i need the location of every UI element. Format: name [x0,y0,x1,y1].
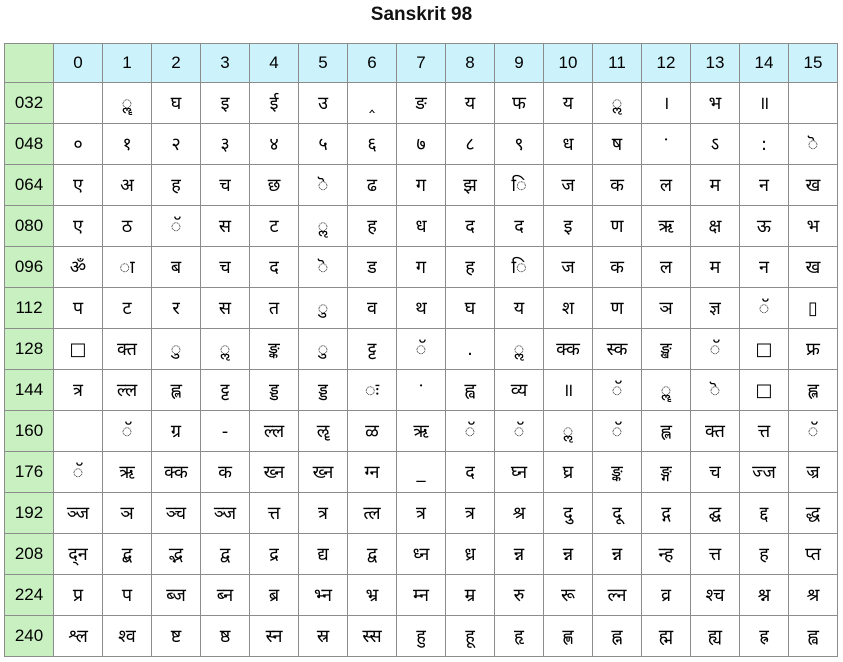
column-header: 7 [397,44,446,83]
glyph-cell: न्न [593,534,642,575]
glyph-cell: ञ [642,288,691,329]
glyph-cell: ज्ञ [691,288,740,329]
glyph-cell: ि [495,165,544,206]
glyph-cell: ह्ल [789,370,838,411]
glyph-cell: ॆ [299,165,348,206]
glyph-cell: ॢ [544,411,593,452]
glyph-cell: च [201,247,250,288]
glyph-cell: ख [789,247,838,288]
glyph-cell: घ्र [544,452,593,493]
glyph-cell: १ [103,124,152,165]
glyph-cell: ▯ [789,288,838,329]
glyph-cell: भ्र [348,575,397,616]
glyph-cell: ख्न [299,452,348,493]
glyph-cell: फ [495,83,544,124]
glyph-cell: ल [642,247,691,288]
column-header: 12 [642,44,691,83]
column-header: 11 [593,44,642,83]
glyph-cell: ॥ [740,83,789,124]
glyph-cell: ज [544,247,593,288]
glyph-cell: स्न [250,616,299,657]
glyph-cell: ग्र [152,411,201,452]
glyph-cell: द [446,206,495,247]
glyph-cell: ञ्ज [201,493,250,534]
glyph-cell: ४ [250,124,299,165]
glyph-cell: प्त [789,534,838,575]
table-row [5,411,838,452]
row-header: 064 [5,165,54,206]
glyph-cell: श्र [789,575,838,616]
glyph-cell: इ [201,83,250,124]
glyph-cell: रु [495,575,544,616]
glyph-cell: हु [397,616,446,657]
glyph-cell: त्ल [348,493,397,534]
glyph-cell: ब [152,247,201,288]
glyph-cell: प [54,288,103,329]
glyph-cell: ॱ [642,124,691,165]
glyph-cell: ङ [397,83,446,124]
glyph-cell: स [201,206,250,247]
glyph-cell: प [103,575,152,616]
glyph-cell: ट्ट [201,370,250,411]
glyph-cell: फ्र [789,329,838,370]
glyph-cell: ख [789,165,838,206]
table-row [5,288,838,329]
row-header: 160 [5,411,54,452]
row-header: 192 [5,493,54,534]
glyph-cell: ह्य [691,616,740,657]
glyph-cell: ट [250,206,299,247]
row-header: 128 [5,329,54,370]
glyph-cell: ब्न [201,575,250,616]
glyph-cell: छ [250,165,299,206]
column-header: 3 [201,44,250,83]
glyph-cell: अ [103,165,152,206]
glyph-cell: श्ल [54,616,103,657]
glyph-cell [54,411,103,452]
glyph-cell: : [740,124,789,165]
glyph-cell: श्च [691,575,740,616]
glyph-cell: □ [54,329,103,370]
glyph-cell: ह [446,247,495,288]
glyph-cell: ० [54,124,103,165]
glyph-cell: ड्ड [250,370,299,411]
column-header: 4 [250,44,299,83]
glyph-cell: ग [397,165,446,206]
row-header: 224 [5,575,54,616]
column-header: 8 [446,44,495,83]
glyph-cell: क [201,452,250,493]
glyph-cell: ध [397,206,446,247]
glyph-cell: द्व [201,534,250,575]
glyph-cell: झ [446,165,495,206]
glyph-cell: ड [348,247,397,288]
glyph-cell: ख्न [250,452,299,493]
glyph-cell: ष्ट [152,616,201,657]
glyph-cell: च [691,452,740,493]
glyph-cell: स्र [299,616,348,657]
glyph-cell: ॅ [397,329,446,370]
column-header: 2 [152,44,201,83]
glyph-cell: घ [446,288,495,329]
glyph-cell: ऋ [103,452,152,493]
row-header: 112 [5,288,54,329]
glyph-cell: य [446,83,495,124]
table-row [5,329,838,370]
glyph-cell: ु [152,329,201,370]
glyph-cell: ॅ [495,411,544,452]
glyph-cell: ु [299,288,348,329]
glyph-cell: ॅ [593,370,642,411]
glyph-cell: क्क [152,452,201,493]
corner-cell [5,44,54,83]
glyph-cell: दु [544,493,593,534]
glyph-cell: ऽ [691,124,740,165]
glyph-cell: ह [152,165,201,206]
glyph-cell: ट [103,288,152,329]
glyph-cell: ५ [299,124,348,165]
glyph-cell: ॐ [54,247,103,288]
glyph-cell: ल्ल [250,411,299,452]
table-row [5,370,838,411]
glyph-cell: ॱ [397,370,446,411]
glyph-cell: ट्ट [348,329,397,370]
glyph-cell: त [250,288,299,329]
glyph-cell: श्व [103,616,152,657]
glyph-cell: ह्र [740,616,789,657]
glyph-cell: ८ [446,124,495,165]
table-row [5,247,838,288]
glyph-cell: ॅ [103,411,152,452]
glyph-cell: ह्ल [152,370,201,411]
table-row [5,493,838,534]
glyph-cell: ध्र [446,534,495,575]
glyph-cell: ६ [348,124,397,165]
glyph-cell: ॣ [642,370,691,411]
glyph-cell: ९ [495,124,544,165]
glyph-cell: हू [446,616,495,657]
glyph-cell: म्र [446,575,495,616]
glyph-cell: व [348,288,397,329]
glyph-cell: ए [54,206,103,247]
table-row [5,616,838,657]
glyph-cell: ह [740,534,789,575]
glyph-cell: ण [593,206,642,247]
glyph-cell: द [250,247,299,288]
glyph-cell: भ [789,206,838,247]
glyph-cell: ा [103,247,152,288]
glyph-cell: □ [740,370,789,411]
glyph-cell: ङ्ग [642,452,691,493]
glyph-cell: ग [397,247,446,288]
column-header: 9 [495,44,544,83]
glyph-cell: ह्ल [642,411,691,452]
glyph-cell: क्क [544,329,593,370]
table-row [5,452,838,493]
table-row [5,575,838,616]
glyph-cell: म [691,165,740,206]
glyph-cell: . [446,329,495,370]
glyph-cell: ॅ [691,329,740,370]
glyph-cell: ञ [103,493,152,534]
glyph-cell: - [201,411,250,452]
glyph-cell: हृ [495,616,544,657]
glyph-cell: त्त [250,493,299,534]
glyph-cell: ह्म [642,616,691,657]
glyph-cell: श [544,288,593,329]
glyph-cell: ब्ज [152,575,201,616]
glyph-cell: स [201,288,250,329]
column-header: 1 [103,44,152,83]
glyph-cell: । [642,83,691,124]
glyph-cell: ळ [348,411,397,452]
glyph-cell [54,83,103,124]
row-header: 240 [5,616,54,657]
glyph-cell [789,83,838,124]
glyph-cell: ध [544,124,593,165]
glyph-cell: ष [593,124,642,165]
glyph-cell: द्भ [152,534,201,575]
glyph-cell: ि [495,247,544,288]
column-header: 15 [789,44,838,83]
glyph-cell: □ [740,329,789,370]
row-header: 080 [5,206,54,247]
glyph-cell: ॅ [54,452,103,493]
glyph-cell: २ [152,124,201,165]
glyph-cell: ञ्च [152,493,201,534]
glyph-cell: ल [642,165,691,206]
glyph-cell: ज्र [789,452,838,493]
glyph-cell: त्र [446,493,495,534]
glyph-cell: ः [348,370,397,411]
glyph-cell: त्त [740,411,789,452]
row-header: 048 [5,124,54,165]
glyph-cell: ग्न [348,452,397,493]
column-header: 6 [348,44,397,83]
glyph-cell: ञ्ज [54,493,103,534]
glyph-cell: ह्व [789,616,838,657]
glyph-cell: त्त [691,534,740,575]
glyph-cell: ॣ [103,83,152,124]
glyph-cell: त्र [397,493,446,534]
column-header: 14 [740,44,789,83]
glyph-cell: ॡ [299,411,348,452]
row-header: 096 [5,247,54,288]
glyph-cell: ॢ [593,83,642,124]
glyph-cell: ॆ [691,370,740,411]
glyph-cell: ॅ [152,206,201,247]
glyph-cell: क्त [103,329,152,370]
glyph-cell: ण [593,288,642,329]
glyph-cell: ॅ [740,288,789,329]
glyph-cell: म [691,247,740,288]
glyph-cell: स्स [348,616,397,657]
character-map-body [5,83,838,657]
glyph-cell: ङ्क [593,452,642,493]
glyph-cell: न्न [495,534,544,575]
glyph-cell: क [593,247,642,288]
glyph-cell: च [201,165,250,206]
glyph-cell: क्ष [691,206,740,247]
glyph-cell: त्र [299,493,348,534]
glyph-cell: श्र [495,493,544,534]
glyph-cell: ठ [103,206,152,247]
glyph-cell: रू [544,575,593,616]
glyph-cell: ढ [348,165,397,206]
glyph-cell: ॢ [299,206,348,247]
glyph-cell: ॥ [544,370,593,411]
glyph-cell: क्त [691,411,740,452]
glyph-cell: दू [593,493,642,534]
glyph-cell: ह [348,206,397,247]
glyph-cell: ब्र [250,575,299,616]
page-title: Sanskrit 98 [370,4,473,25]
glyph-cell: द्य [299,534,348,575]
glyph-cell: ई [250,83,299,124]
glyph-cell: ऋ [642,206,691,247]
glyph-cell: घ्न [495,452,544,493]
glyph-cell: ॢ [495,329,544,370]
glyph-cell: न्ह [642,534,691,575]
column-header: 13 [691,44,740,83]
glyph-cell: द्र [250,534,299,575]
glyph-cell: इ [544,206,593,247]
glyph-cell: थ [397,288,446,329]
glyph-cell: ॆ [299,247,348,288]
glyph-cell: ु [299,329,348,370]
glyph-cell: म्न [397,575,446,616]
glyph-cell: द्ग [642,493,691,534]
glyph-cell: न्न [544,534,593,575]
glyph-cell: ङ्क [250,329,299,370]
glyph-cell: ह्व [446,370,495,411]
table-row [5,83,838,124]
glyph-cell: द [446,452,495,493]
glyph-cell: न [740,165,789,206]
glyph-cell: ‸ [348,83,397,124]
glyph-cell: द्न [54,534,103,575]
column-header: 5 [299,44,348,83]
glyph-cell: ॢ [201,329,250,370]
glyph-cell: द्व [348,534,397,575]
glyph-cell: त्र [54,370,103,411]
column-header-row [5,44,838,83]
glyph-cell: द [495,206,544,247]
character-map-table [4,43,838,657]
glyph-cell: ७ [397,124,446,165]
glyph-cell: य [544,83,593,124]
row-header: 032 [5,83,54,124]
glyph-cell: द्ध [789,493,838,534]
glyph-cell: ॆ [789,124,838,165]
glyph-cell: ह्न [593,616,642,657]
glyph-cell: ॅ [446,411,495,452]
table-row [5,206,838,247]
glyph-cell: घ [152,83,201,124]
column-header: 0 [54,44,103,83]
glyph-cell: प्र [54,575,103,616]
glyph-cell: ष्ठ [201,616,250,657]
column-header: 10 [544,44,593,83]
glyph-cell: ऊ [740,206,789,247]
glyph-cell: ल्न [593,575,642,616]
glyph-cell: र [152,288,201,329]
glyph-cell: ल्ल [103,370,152,411]
glyph-cell: उ [299,83,348,124]
glyph-cell: व्र [642,575,691,616]
glyph-cell: ऋ [397,411,446,452]
table-row [5,534,838,575]
table-row [5,124,838,165]
glyph-cell: भ्न [299,575,348,616]
glyph-cell: ह्ण [544,616,593,657]
glyph-cell: ॅ [789,411,838,452]
glyph-cell: द्घ [691,493,740,534]
glyph-cell: श्न [740,575,789,616]
glyph-cell: द्द [740,493,789,534]
row-header: 144 [5,370,54,411]
glyph-cell: स्क [593,329,642,370]
glyph-cell: व्य [495,370,544,411]
glyph-cell: ए [54,165,103,206]
glyph-cell: ॅ [593,411,642,452]
glyph-cell: ड्ड [299,370,348,411]
glyph-cell: ज्ज [740,452,789,493]
glyph-cell: ज [544,165,593,206]
glyph-cell: ३ [201,124,250,165]
table-row [5,165,838,206]
row-header: 176 [5,452,54,493]
glyph-cell: ङ्ख [642,329,691,370]
glyph-cell: य [495,288,544,329]
glyph-cell: द्ब [103,534,152,575]
row-header: 208 [5,534,54,575]
glyph-cell: क [593,165,642,206]
glyph-cell: न [740,247,789,288]
glyph-cell: _ [397,452,446,493]
glyph-cell: ध्न [397,534,446,575]
glyph-cell: भ [691,83,740,124]
